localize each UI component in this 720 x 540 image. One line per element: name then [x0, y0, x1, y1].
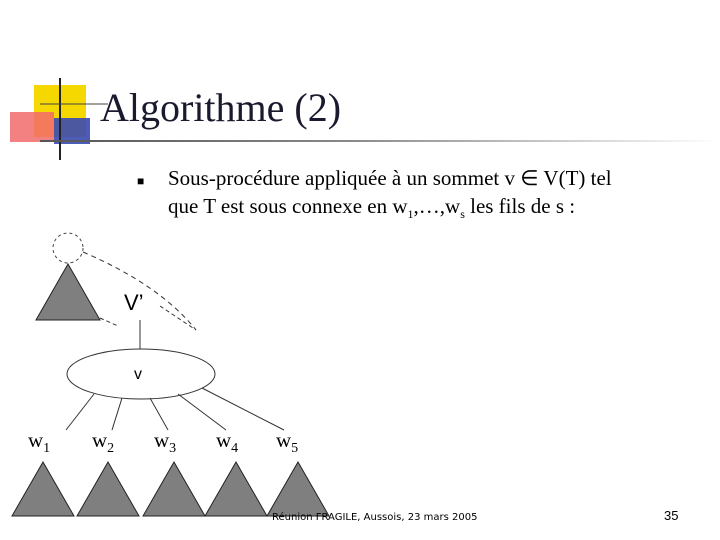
v-prime-label: V’: [118, 290, 150, 316]
bullet-line-2-suffix: les fils de s :: [464, 194, 576, 218]
child-w5-sub: 5: [291, 441, 299, 457]
child-w2-sub: 2: [107, 441, 115, 457]
child-label-w4: [216, 428, 238, 457]
subtree-triangle-w1: [12, 462, 74, 516]
child-w5-base: w: [276, 428, 292, 452]
child-w2-base: w: [92, 428, 108, 452]
child-w4-base: w: [216, 428, 232, 452]
vprime-dashed-edge: [160, 306, 196, 330]
child-label-w5: [276, 428, 298, 457]
subtree-triangle-w5: [267, 462, 329, 516]
child-w3-base: w: [154, 428, 170, 452]
child-label-w3: [154, 428, 176, 457]
bullet-line-1: Sous-procédure appliquée à un sommet v ∈ V(T) tel: [168, 166, 612, 190]
edge-w4: [178, 394, 226, 430]
bullet-marker: ■: [137, 174, 145, 188]
child-label-w1: [28, 428, 50, 457]
edge-w1: [66, 394, 94, 430]
subtree-triangle-w4: [205, 462, 267, 516]
child-w4-sub: 4: [231, 441, 239, 457]
edge-w2: [112, 398, 122, 430]
child-w1-base: w: [28, 428, 44, 452]
v-node-label: v: [134, 366, 142, 383]
root-subtree-triangle: [36, 264, 100, 320]
page-number: 35: [664, 508, 679, 523]
slide-title: Algorithme (2): [100, 85, 342, 130]
child-w1-sub: 1: [43, 441, 51, 457]
subtree-triangle-w2: [77, 462, 139, 516]
edge-w5: [202, 388, 284, 430]
bullet-line-2-prefix: que T est sous connexe en w: [168, 194, 408, 218]
child-label-w2: [92, 428, 114, 457]
subtree-triangle-w3: [143, 462, 205, 516]
bullet-line-2-mid: ,…,w: [413, 194, 461, 218]
bullet-sub-1: 1: [407, 207, 414, 222]
child-w3-sub: 3: [169, 441, 177, 457]
slide-footer: Réunion FRAGILE, Aussois, 23 mars 2005: [272, 512, 478, 523]
dashed-edge-2: [100, 318, 118, 326]
bullet-sub-s: s: [460, 207, 465, 222]
edge-w3: [150, 398, 168, 430]
dashed-root-node: [53, 233, 83, 263]
